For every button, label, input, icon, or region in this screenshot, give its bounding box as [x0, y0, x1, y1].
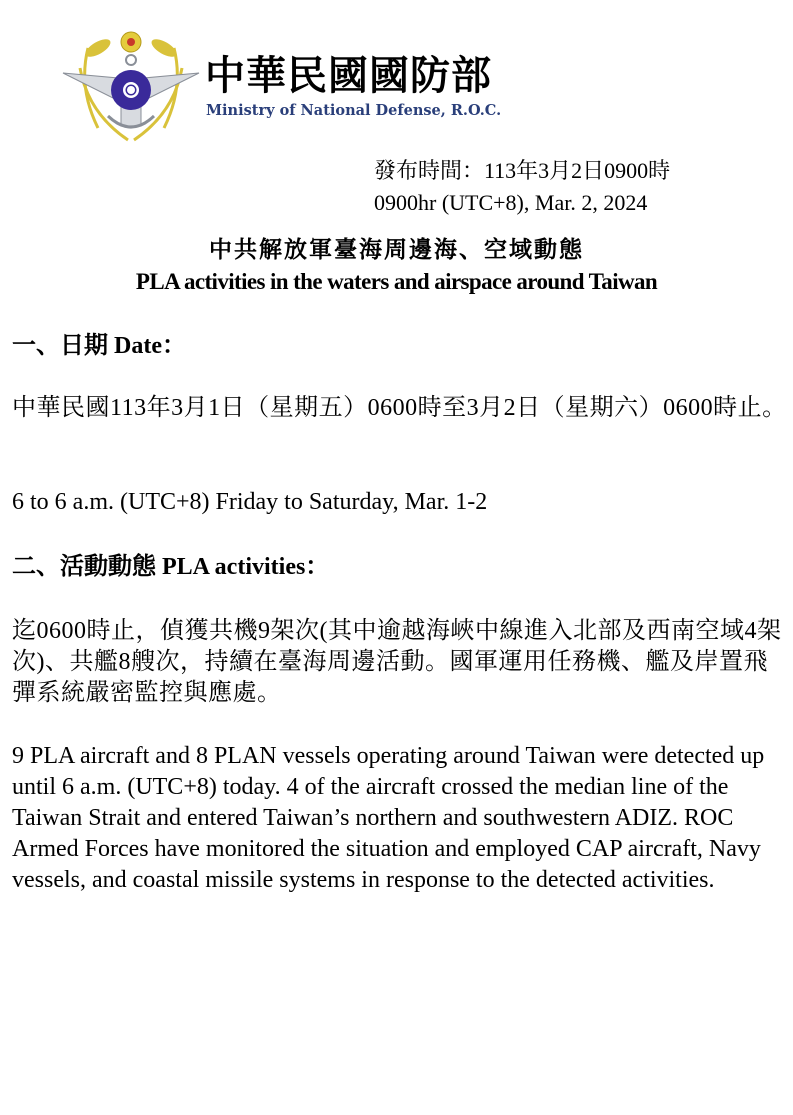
- mnd-emblem-icon: [58, 28, 204, 144]
- section-date-body-zh: 中華民國113年3月1日（星期五）0600時至3月2日（星期六）0600時止。: [12, 395, 787, 421]
- page-title-zh: 中共解放軍臺海周邊海、空域動態: [209, 237, 584, 262]
- release-time-en: 0900hr (UTC+8), Mar. 2, 2024: [374, 190, 648, 215]
- page-title-en: PLA activities in the waters and airspace around Taiwan: [135, 269, 658, 294]
- section-activities-heading: 二、活動動態 PLA activities：: [12, 554, 330, 580]
- section-date-heading: 一、日期 Date：: [12, 333, 186, 359]
- section-activities-body-zh: 迄0600時止，偵獲共機9架次(其中逾越海峽中線進入北部及西南空域4架次)、共艦8艘次，持續在臺海周邊活動。國軍運用任務機、艦及岸置飛彈系統嚴密監控與應處。: [12, 618, 782, 706]
- release-time-zh: 發布時間：113年3月2日0900時: [374, 158, 671, 183]
- section-activities-body-en: 9 PLA aircraft and 8 PLAN vessels operating around Taiwan were detected up until 6 a.m. (UTC+8) today. 4 of the aircraft crossed the median line of the Taiwan Strait and entered Taiwan’s northern and southwestern ADIZ. ROC Armed Forces have monitored the situation and employed CAP aircraft, Navy vessels, and coastal missile systems in response to the detected activities.: [12, 743, 765, 893]
- section-date-body-en: 6 to 6 a.m. (UTC+8) Friday to Saturday, Mar. 1-2: [12, 489, 488, 515]
- org-name-en: Ministry of National Defense, R.O.C.: [206, 102, 502, 119]
- org-name-zh: 中華民國國防部: [205, 52, 492, 99]
